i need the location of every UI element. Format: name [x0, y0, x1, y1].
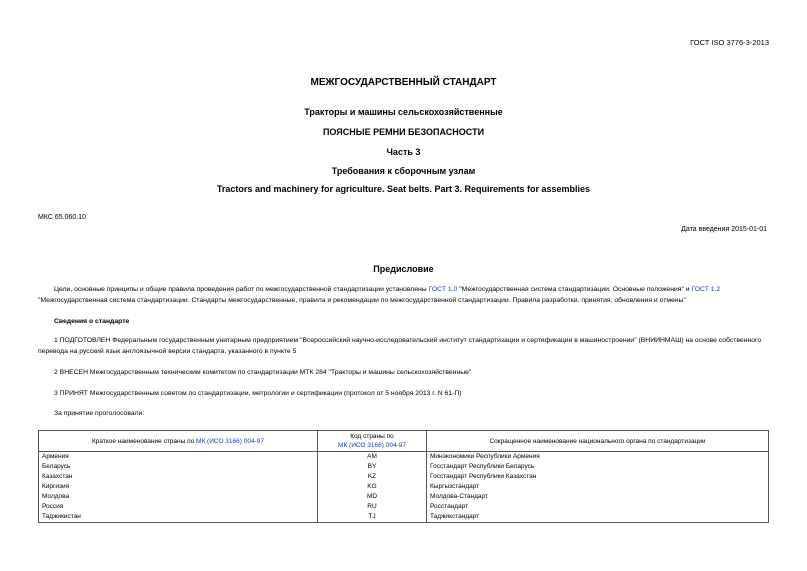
info-item-3: 3 ПРИНЯТ Межгосударственным советом по стандартизации, метрологии и сертификации (протокол от 5 ноября 2013 г. N 61-П)	[54, 390, 462, 397]
preface-title: Предисловие	[373, 264, 434, 274]
country-name: Таджикистан	[39, 512, 318, 523]
document-code: ГОСТ ISO 3776-3-2013	[690, 38, 769, 47]
table-row	[39, 452, 769, 463]
header-code-text: Код страны по	[350, 433, 394, 440]
standard-info-heading: Сведения о стандарте	[54, 318, 130, 325]
table-row	[39, 482, 769, 492]
header-national-body: Сокращенное наименование национального органа по стандартизации	[427, 431, 769, 452]
effective-date: Дата введения 2015-01-01	[681, 226, 767, 233]
header-country-name	[39, 431, 318, 452]
national-body: Кыргызстандарт	[427, 482, 769, 492]
country-code: TJ	[318, 512, 427, 523]
standard-heading: МЕЖГОСУДАРСТВЕННЫЙ СТАНДАРТ	[310, 77, 497, 88]
country-name: Россия	[39, 502, 318, 512]
preface-paragraph-1	[38, 285, 770, 306]
header-country-code	[318, 431, 427, 452]
voted-label: За принятие проголосовали:	[54, 410, 145, 417]
voting-countries-table	[38, 430, 769, 523]
table-row	[39, 462, 769, 472]
national-body: Госстандарт Республики Беларусь	[427, 462, 769, 472]
table-header-row	[39, 431, 769, 452]
country-name: Армения	[39, 452, 318, 463]
country-name: Молдова	[39, 492, 318, 502]
country-code: MD	[318, 492, 427, 502]
gost-1-2-link[interactable]: ГОСТ 1.2	[691, 286, 721, 293]
title-line-2: ПОЯСНЫЕ РЕМНИ БЕЗОПАСНОСТИ	[322, 127, 485, 137]
preface-p1-text-b: "Межгосударственная система стандартизации. Основные положения" и	[457, 286, 692, 293]
english-title: Tractors and machinery for agriculture. Seat belts. Part 3. Requirements for assemblies	[216, 184, 591, 194]
table-row	[39, 492, 769, 502]
table-row	[39, 472, 769, 482]
info-item-1: 1 ПОДГОТОВЛЕН Федеральным государственным унитарным предприятием "Всероссийский научно-исследовательский институт стандартизации и сертификации в машиностроении" (ВНИИНМАШ) на основе собственного перевода на русский язык англоязычной версии стандарта, указанного в пункте 5	[38, 337, 762, 355]
national-body: Минэкономики Республики Армения	[427, 452, 769, 463]
header-country-text: Краткое наименование страны по	[92, 437, 197, 445]
national-body: Росстандарт	[427, 502, 769, 512]
info-item-2: 2 ВНЕСЕН Межгосударственным техническим комитетом по стандартизации МТК 284 "Тракторы и машины сельскохозяйственные"	[54, 369, 472, 376]
table-row	[39, 512, 769, 523]
country-code: AM	[318, 452, 427, 463]
mk-iso-link-2[interactable]: МК (ИСО 3166) 004-97	[338, 442, 406, 449]
title-line-3: Часть 3	[386, 147, 421, 157]
preface-p1-text-c: "Межгосударственная система стандартизации. Стандарты межгосударственные, правила и рекомендации по межгосударственной стандартизации. Правила разработки, принятия, обновления и отмены"	[38, 296, 686, 304]
gost-1-0-link[interactable]: ГОСТ 1.0	[428, 286, 458, 293]
national-body: Таджикстандарт	[427, 512, 769, 523]
title-line-4: Требования к сборочным узлам	[331, 166, 476, 176]
country-code: KG	[318, 482, 427, 492]
table-row	[39, 502, 769, 512]
national-body: Госстандарт Республики Казахстан	[427, 472, 769, 482]
country-name: Беларусь	[39, 462, 318, 472]
national-body: Молдова-Стандарт	[427, 492, 769, 502]
mk-iso-link-1[interactable]: МК (ИСО 3166) 004-97	[196, 437, 264, 445]
preface-p1-text-a: Цели, основные принципы и общие правила проведения работ по межгосударственной стандартизации установлены	[54, 286, 429, 293]
country-name: Казахстан	[39, 472, 318, 482]
title-line-1: Тракторы и машины сельскохозяйственные	[304, 107, 503, 117]
mks-code: МКС 65.060.10	[38, 214, 86, 221]
country-name: Киргизия	[39, 482, 318, 492]
country-code: RU	[318, 502, 427, 512]
country-code: BY	[318, 462, 427, 472]
country-code: KZ	[318, 472, 427, 482]
